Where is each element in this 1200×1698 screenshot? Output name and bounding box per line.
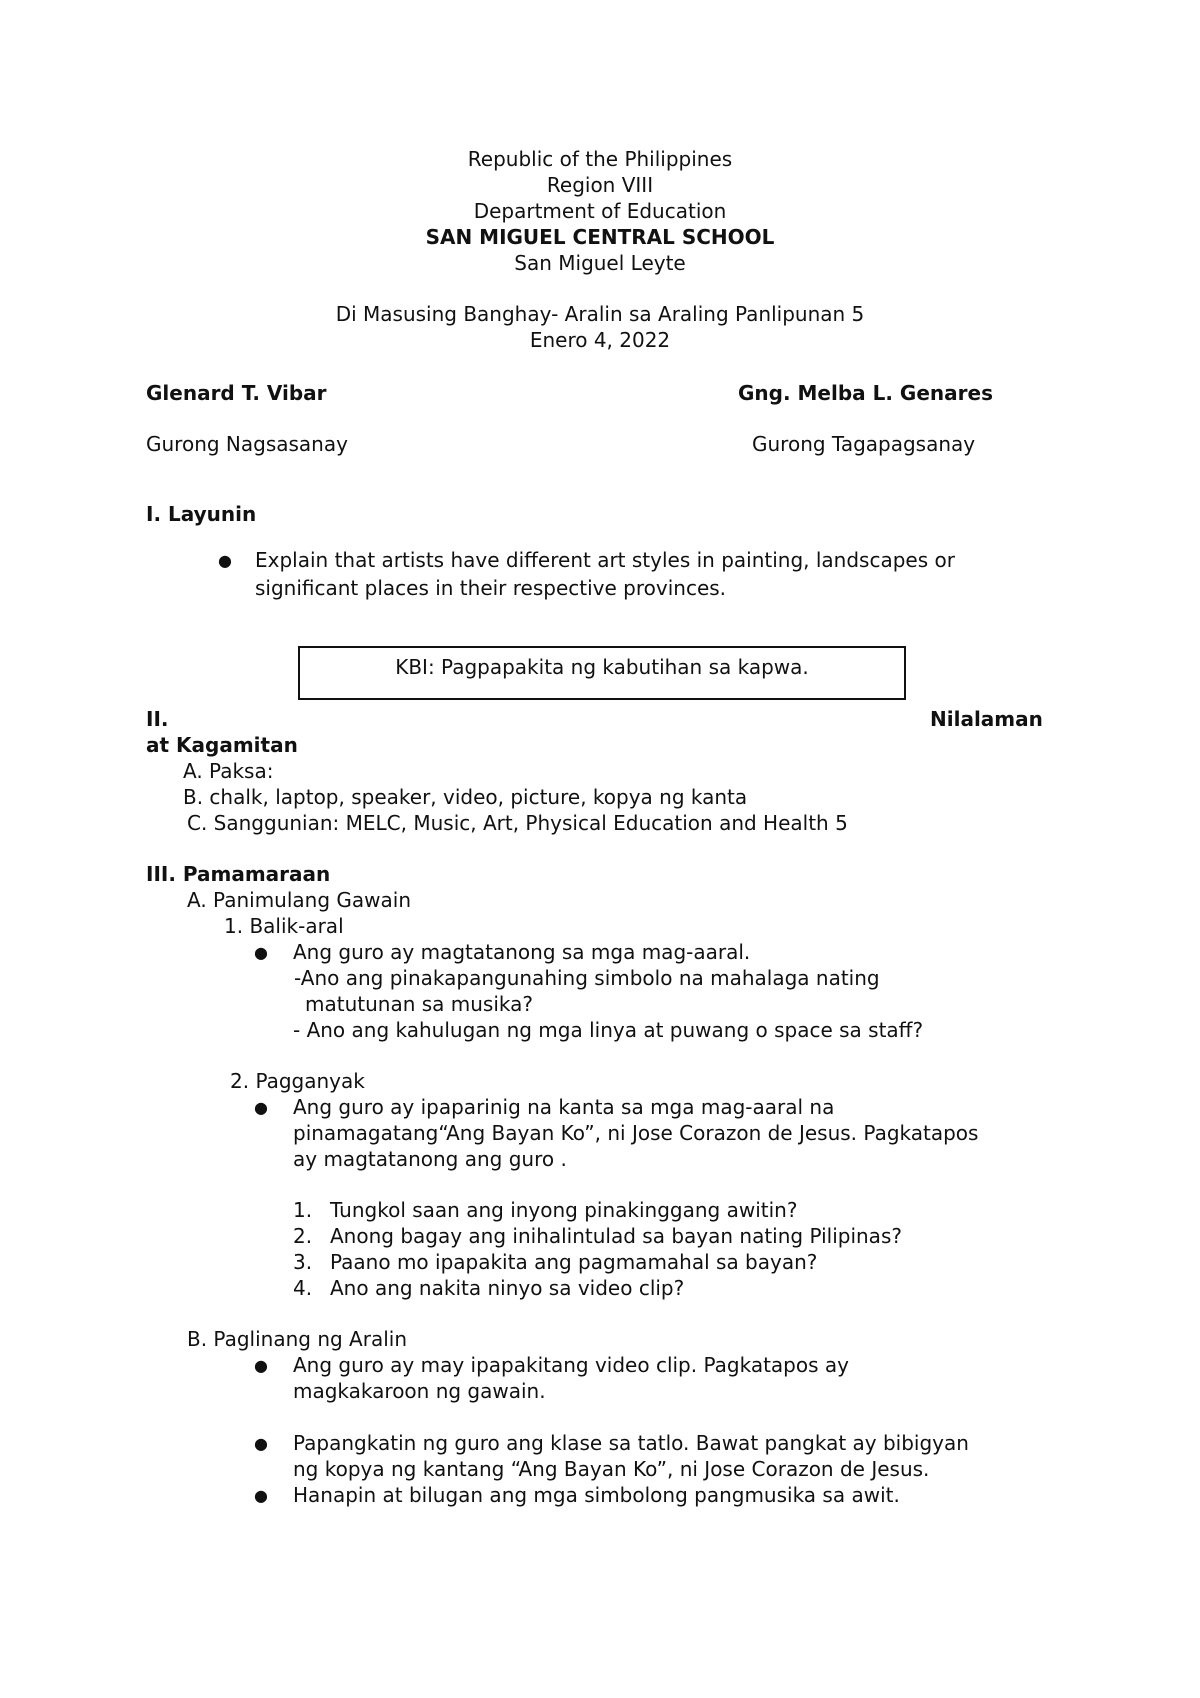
header-department: Department of Education xyxy=(473,199,727,223)
cooperating-teacher-role: Gurong Tagapagsanay xyxy=(752,432,976,456)
part-b-bullet-1-line-1: Ang guro ay may ipapakitang video clip. Pagkatapos ay xyxy=(293,1353,849,1377)
part-b-heading: B. Paglinang ng Aralin xyxy=(187,1327,407,1351)
pagganyak-line-3: ay magtatanong ang guro . xyxy=(293,1147,567,1171)
balik-aral-bullet: Ang guro ay magtatanong sa mga mag-aaral. xyxy=(293,940,751,964)
header-school-name: SAN MIGUEL CENTRAL SCHOOL xyxy=(425,225,775,249)
cooperating-teacher-name: Gng. Melba L. Genares xyxy=(738,381,993,405)
bullet-dot-icon: ● xyxy=(254,943,268,962)
balik-aral-question-1-cont: matutunan sa musika? xyxy=(305,992,534,1016)
part-a-heading: A. Panimulang Gawain xyxy=(187,888,411,912)
question-text: Anong bagay ang inihalintulad sa bayan nating Pilipinas? xyxy=(330,1224,902,1248)
question-text: Ano ang nakita ninyo sa video clip? xyxy=(330,1276,685,1300)
question-number: 2. xyxy=(293,1224,313,1248)
bullet-dot-icon: ● xyxy=(254,1356,268,1375)
pagganyak-heading: 2. Pagganyak xyxy=(230,1069,365,1093)
section-layunin-heading: I. Layunin xyxy=(146,502,257,526)
balik-aral-question-1: -Ano ang pinakapangunahing simbolo na mahalaga nating xyxy=(294,966,880,990)
bullet-dot-icon: ● xyxy=(218,551,232,570)
objective-line-1: Explain that artists have different art styles in painting, landscapes or xyxy=(255,548,955,572)
item-paksa: A. Paksa: xyxy=(183,759,274,783)
section-pamamaraan-heading: III. Pamamaraan xyxy=(146,862,331,886)
bullet-dot-icon: ● xyxy=(254,1098,268,1117)
question-text: Tungkol saan ang inyong pinakinggang awitin? xyxy=(330,1198,798,1222)
student-teacher-name: Glenard T. Vibar xyxy=(146,381,327,405)
item-sanggunian: C. Sanggunian: MELC, Music, Art, Physical Education and Health 5 xyxy=(187,811,848,835)
objective-line-2: significant places in their respective provinces. xyxy=(255,576,727,600)
pagganyak-line-1: Ang guro ay ipaparinig na kanta sa mga mag-aaral na xyxy=(293,1095,835,1119)
question-text: Paano mo ipapakita ang pagmamahal sa bayan? xyxy=(330,1250,818,1274)
question-number: 1. xyxy=(293,1198,313,1222)
lesson-plan-title: Di Masusing Banghay- Aralin sa Araling Panlipunan 5 xyxy=(335,302,865,326)
question-number: 3. xyxy=(293,1250,313,1274)
part-b-bullet-2-line-1: Papangkatin ng guro ang klase sa tatlo. Bawat pangkat ay bibigyan xyxy=(293,1431,969,1455)
section-nilalaman-line2: at Kagamitan xyxy=(146,733,298,757)
kbi-text: KBI: Pagpapakita ng kabutihan sa kapwa. xyxy=(395,655,809,679)
part-b-bullet-3: Hanapin at bilugan ang mga simbolong pangmusika sa awit. xyxy=(293,1483,900,1507)
header-region: Region VIII xyxy=(546,173,654,197)
part-b-bullet-1-line-2: magkakaroon ng gawain. xyxy=(293,1379,546,1403)
section-nilalaman-number: II. xyxy=(146,707,169,731)
question-number: 4. xyxy=(293,1276,313,1300)
student-teacher-role: Gurong Nagsasanay xyxy=(146,432,348,456)
lesson-date: Enero 4, 2022 xyxy=(529,328,671,352)
part-b-bullet-2-line-2: ng kopya ng kantang “Ang Bayan Ko”, ni Jose Corazon de Jesus. xyxy=(293,1457,930,1481)
item-kagamitan: B. chalk, laptop, speaker, video, picture, kopya ng kanta xyxy=(183,785,748,809)
pagganyak-line-2: pinamagatang“Ang Bayan Ko”, ni Jose Corazon de Jesus. Pagkatapos xyxy=(293,1121,979,1145)
bullet-dot-icon: ● xyxy=(254,1434,268,1453)
balik-aral-heading: 1. Balik-aral xyxy=(224,914,344,938)
header-republic: Republic of the Philippines xyxy=(467,147,733,171)
balik-aral-question-2: - Ano ang kahulugan ng mga linya at puwang o space sa staff? xyxy=(293,1018,924,1042)
bullet-dot-icon: ● xyxy=(254,1486,268,1505)
kbi-box xyxy=(298,646,906,700)
header-location: San Miguel Leyte xyxy=(514,251,686,275)
section-nilalaman-word: Nilalaman xyxy=(930,707,1043,731)
